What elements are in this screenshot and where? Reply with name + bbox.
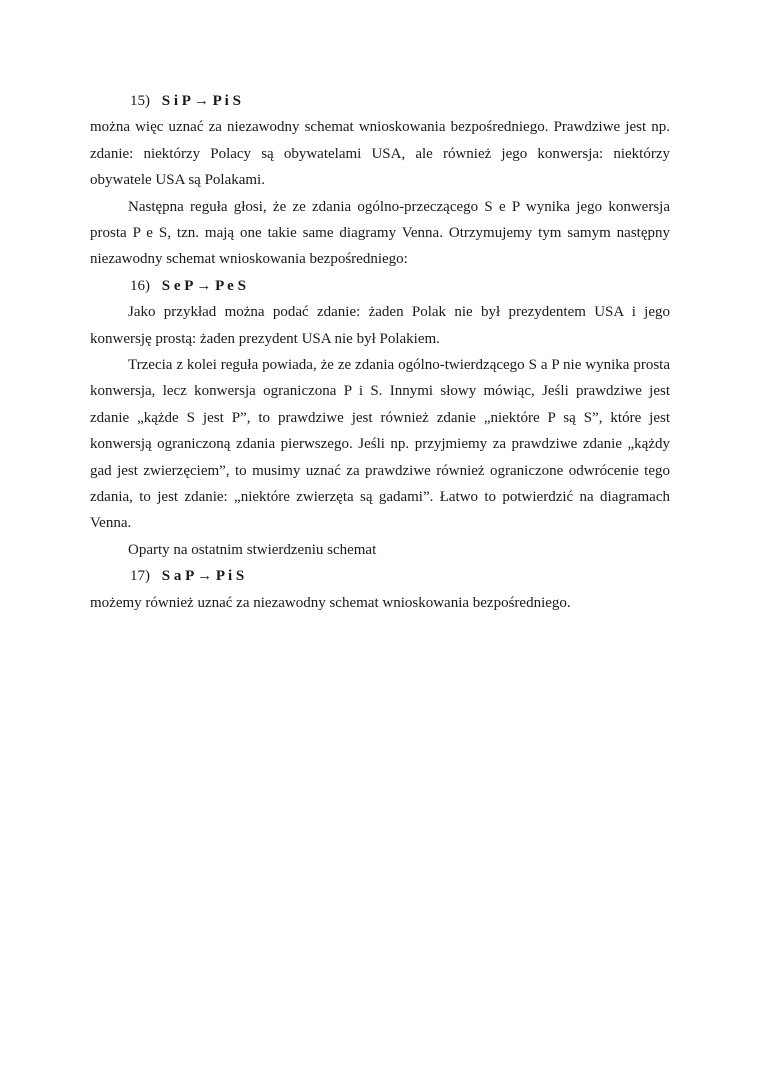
formula-16 (90, 273, 670, 299)
paragraph: Jako przykład można podać zdanie: żaden Polak nie był prezydentem USA i jego konwersję prostą: żaden prezydent USA nie był Polakiem. (90, 304, 670, 347)
formula-number: 17) (130, 568, 150, 585)
paragraph: Oparty na ostatnim stwierdzeniu schemat (128, 541, 377, 558)
paragraph: Trzecia z kolei reguła powiada, że ze zdania ogólno-twierdzącego S a P nie wynika prosta konwersja, lecz konwersja ograniczona P i S. Innymi słowy mówiąc, Jeśli prawdziwe jest zdanie „kążde S jest P”, to prawdziwe jest również zdanie „niektóre P są S”, które jest konwersją ograniczoną zdania pierwszego. Jeśli np. przyjmiemy za prawdziwe zdanie „kążdy gad jest zwierzęciem”, to musimy uznać za prawdziwe również ograniczone odwrócenie tego zdania, to jest zdanie: „niektóre zwierzęta są gadami”. Łatwo to potwierdzić na diagramach Venna. (90, 357, 670, 532)
formula-number: 15) (130, 93, 150, 109)
formula-number: 16) (130, 277, 150, 294)
formula-15 (90, 88, 670, 114)
paragraph: możemy również uznać za niezawodny schemat wnioskowania bezpośredniego. (90, 594, 571, 611)
formula-expression: S a P → P i S (161, 568, 245, 585)
paragraph: Następna reguła głosi, że ze zdania ogólno-przeczącego S e P wynika jego konwersja prosta P e S, tzn. mają one takie same diagramy Venna. Otrzymujemy tym samym następny niezawodny schemat wnioskowania bezpośredniego: (90, 198, 670, 268)
document-body (90, 88, 670, 616)
formula-expression: S e P → P e S (161, 277, 246, 294)
formula-expression: S i P → P i S (161, 93, 241, 109)
paragraph: można więc uznać za niezawodny schemat wnioskowania bezpośredniego. Prawdziwe jest np. zdanie: niektórzy Polacy są obywatelami USA, ale również jego konwersja: niektórzy obywatele USA są Polakami. (90, 119, 670, 189)
formula-17 (90, 563, 670, 589)
